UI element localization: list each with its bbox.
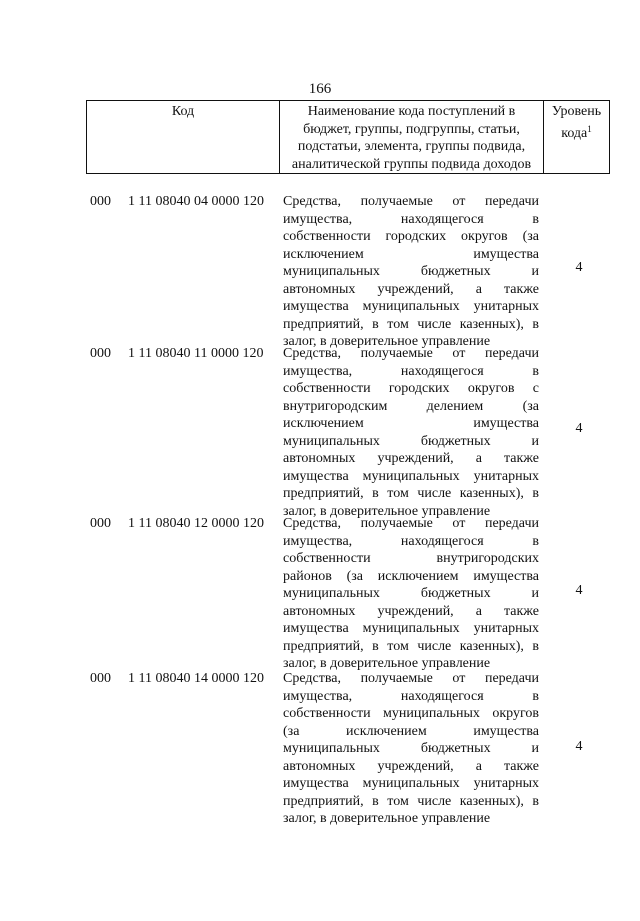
description-line: имущества, находящегося в [283,533,539,549]
description-line: муниципальных бюджетных и [283,741,539,756]
header-name-line: Наименование кода поступлений в [307,104,516,119]
description-line: собственности муниципальных округов [283,706,539,721]
header-level-footnote: 1 [587,123,592,134]
description-line: муниципальных бюджетных и [283,433,539,449]
table-row [0,670,640,828]
admin-code: 000 [90,516,111,531]
description-line: Средства, получаемые от передачи [283,516,539,531]
description-line: залог, в доверительное управление [283,656,491,671]
description-line: собственности внутригородских [283,551,539,566]
header-name-line: бюджет, группы, подгруппы, статьи, [303,121,520,137]
admin-code: 000 [90,346,111,361]
description-line: предприятий, в том числе казенных), в [283,793,539,809]
header-code-label: Код [171,104,195,119]
description-line: имущества, находящегося в [283,688,539,704]
description-line: имущества муниципальных унитарных [283,468,539,484]
description-line: Средства, получаемые от передачи [283,346,539,361]
budget-code: 1 11 08040 14 0000 120 [128,671,264,686]
header-level-line2 [544,121,609,143]
description-line: залог, в доверительное управление [283,334,491,349]
admin-code: 000 [90,671,111,686]
description-line: залог, в доверительное управление [283,811,491,826]
description-line: предприятий, в том числе казенных), в [283,638,539,654]
description-line: имущества, находящегося в [283,363,539,379]
admin-code: 000 [90,194,111,209]
description-line: автономных учреждений, а также [283,281,539,297]
description-line: предприятий, в том числе казенных), в [283,316,539,332]
table-row [0,345,640,520]
description-line: собственности городских округов с [283,381,539,396]
description-line: муниципальных бюджетных и [283,586,539,601]
header-code-column [87,101,280,173]
header-name-line: аналитической группы подвида доходов [291,156,532,172]
page-number: 166 [308,81,332,97]
description-line: залог, в доверительное управление [283,503,491,519]
description [283,345,539,520]
description-line: собственности городских округов (за [283,229,539,244]
description-line: имущества муниципальных унитарных [283,299,539,314]
description-line: (за исключением имущества [283,723,539,739]
code-level: 4 [575,421,583,436]
description [283,670,539,828]
description-line: имущества муниципальных унитарных [283,621,539,636]
description-line: автономных учреждений, а также [283,758,539,774]
description-line: исключением имущества [283,416,539,431]
description-line: Средства, получаемые от передачи [283,671,539,686]
description-line: Средства, получаемые от передачи [283,194,539,209]
code-level: 4 [575,739,583,754]
header-level-line1: Уровень [551,104,602,119]
header-level-column [544,101,609,173]
code-level: 4 [575,583,583,598]
budget-code: 1 11 08040 04 0000 120 [128,194,264,209]
description-line: имущества муниципальных унитарных [283,776,539,791]
table-row [0,193,640,351]
budget-code: 1 11 08040 12 0000 120 [128,516,264,531]
table-row [0,515,640,673]
description-line: внутригородским делением (за [283,398,539,414]
header-name-column [280,101,544,173]
description-line: муниципальных бюджетных и [283,264,539,279]
header-name-line: подстатьи, элемента, группы подвида, [297,139,526,154]
description-line: районов (за исключением имущества [283,568,539,584]
header-level-label: кода [561,125,588,141]
description-line: автономных учреждений, а также [283,451,539,466]
description-line: имущества, находящегося в [283,211,539,227]
budget-code: 1 11 08040 11 0000 120 [128,346,264,361]
description [283,193,539,351]
description-line: автономных учреждений, а также [283,603,539,619]
table-header [86,100,610,174]
description [283,515,539,673]
description-line: исключением имущества [283,246,539,262]
code-level: 4 [575,260,583,275]
description-line: предприятий, в том числе казенных), в [283,486,539,501]
